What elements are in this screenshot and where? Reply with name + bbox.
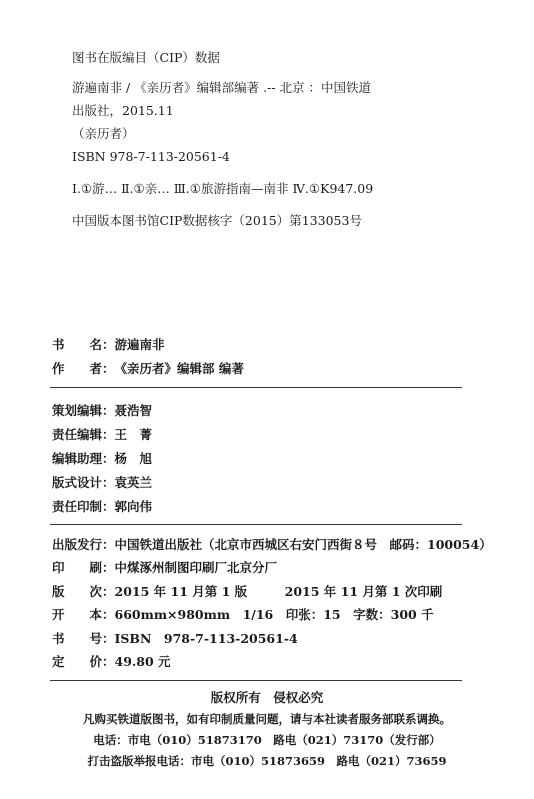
book-author-label: 作 者： [52,361,115,376]
staff-label: 责任印制： [52,499,115,514]
book-title-row [52,337,165,353]
publisher-label: 出版发行： [52,537,115,552]
cip-line-1: 游遍南非 / 《亲历者》编辑部编著 .-- 北京 ：中国铁道 [72,80,371,95]
staff-value: 杨 旭 [114,451,153,466]
book-author-row [52,361,244,377]
format-label: 开 本： [52,607,115,622]
notice-line-2: 电话：市电（010）51873170 路电（021）73170（发行部） [93,733,441,747]
staff-value: 郭向伟 [114,499,153,514]
cip-line-3: （亲历者） [72,126,135,141]
isbn-value: ISBN 978-7-113-20561-4 [114,631,298,646]
staff-row [52,427,152,443]
cip-line-5: Ⅰ.①游… Ⅱ.①亲… Ⅲ.①旅游指南—南非 Ⅳ.①K947.09 [72,181,374,196]
book-title-label: 书 名： [52,337,115,352]
cip-line-2: 出版社，2015.11 [72,103,174,118]
edition-row [52,584,442,600]
printer-label: 印 刷： [52,560,115,575]
staff-value: 袁英兰 [114,475,153,490]
publisher-row [52,537,492,553]
divider-1 [50,387,462,388]
staff-label: 责任编辑： [52,427,115,442]
divider-3 [50,680,462,681]
printer-value: 中煤涿州制图印刷厂北京分厂 [114,560,278,575]
cip-line-4: ISBN 978-7-113-20561-4 [72,149,230,164]
cip-line-6: 中国版本图书馆CIP数据核字（2015）第133053号 [72,213,362,228]
format-value: 660mm×980mm 1/16 印张：15 字数：300 千 [114,607,434,622]
divider-2 [50,524,462,525]
price-row [52,654,171,670]
staff-row [52,403,152,419]
staff-value: 聂浩智 [114,403,153,418]
staff-value: 王 菁 [114,427,153,442]
staff-row [52,475,152,491]
staff-label: 编辑助理： [52,451,115,466]
edition-label: 版 次： [52,584,115,599]
staff-label: 版式设计： [52,475,115,490]
book-title-value: 游遍南非 [114,337,165,352]
publisher-value: 中国铁道出版社（北京市西城区右安门西街８号 邮码：100054） [114,537,492,552]
staff-row [52,499,152,515]
printer-row [52,560,277,576]
isbn-row [52,631,298,647]
notice-line-3: 打击盗版举报电话：市电（010）51873659 路电（021）73659 [87,754,447,768]
staff-row [52,451,152,467]
edition-value: 2015 年 11 月第 1 版 2015 年 11 月第 1 次印刷 [114,584,443,599]
book-author-value: 《亲历者》编辑部 编著 [114,361,244,376]
price-label: 定 价： [52,654,115,669]
notice-line-1: 凡购买铁道版图书，如有印制质量问题，请与本社读者服务部联系调换。 [83,712,451,726]
staff-label: 策划编辑： [52,403,115,418]
isbn-label: 书 号： [52,631,115,646]
price-value: 49.80 元 [114,654,171,669]
format-row [52,607,434,623]
rights-notice: 版权所有 侵权必究 [210,690,324,705]
cip-heading: 图书在版编目（CIP）数据 [72,50,220,65]
